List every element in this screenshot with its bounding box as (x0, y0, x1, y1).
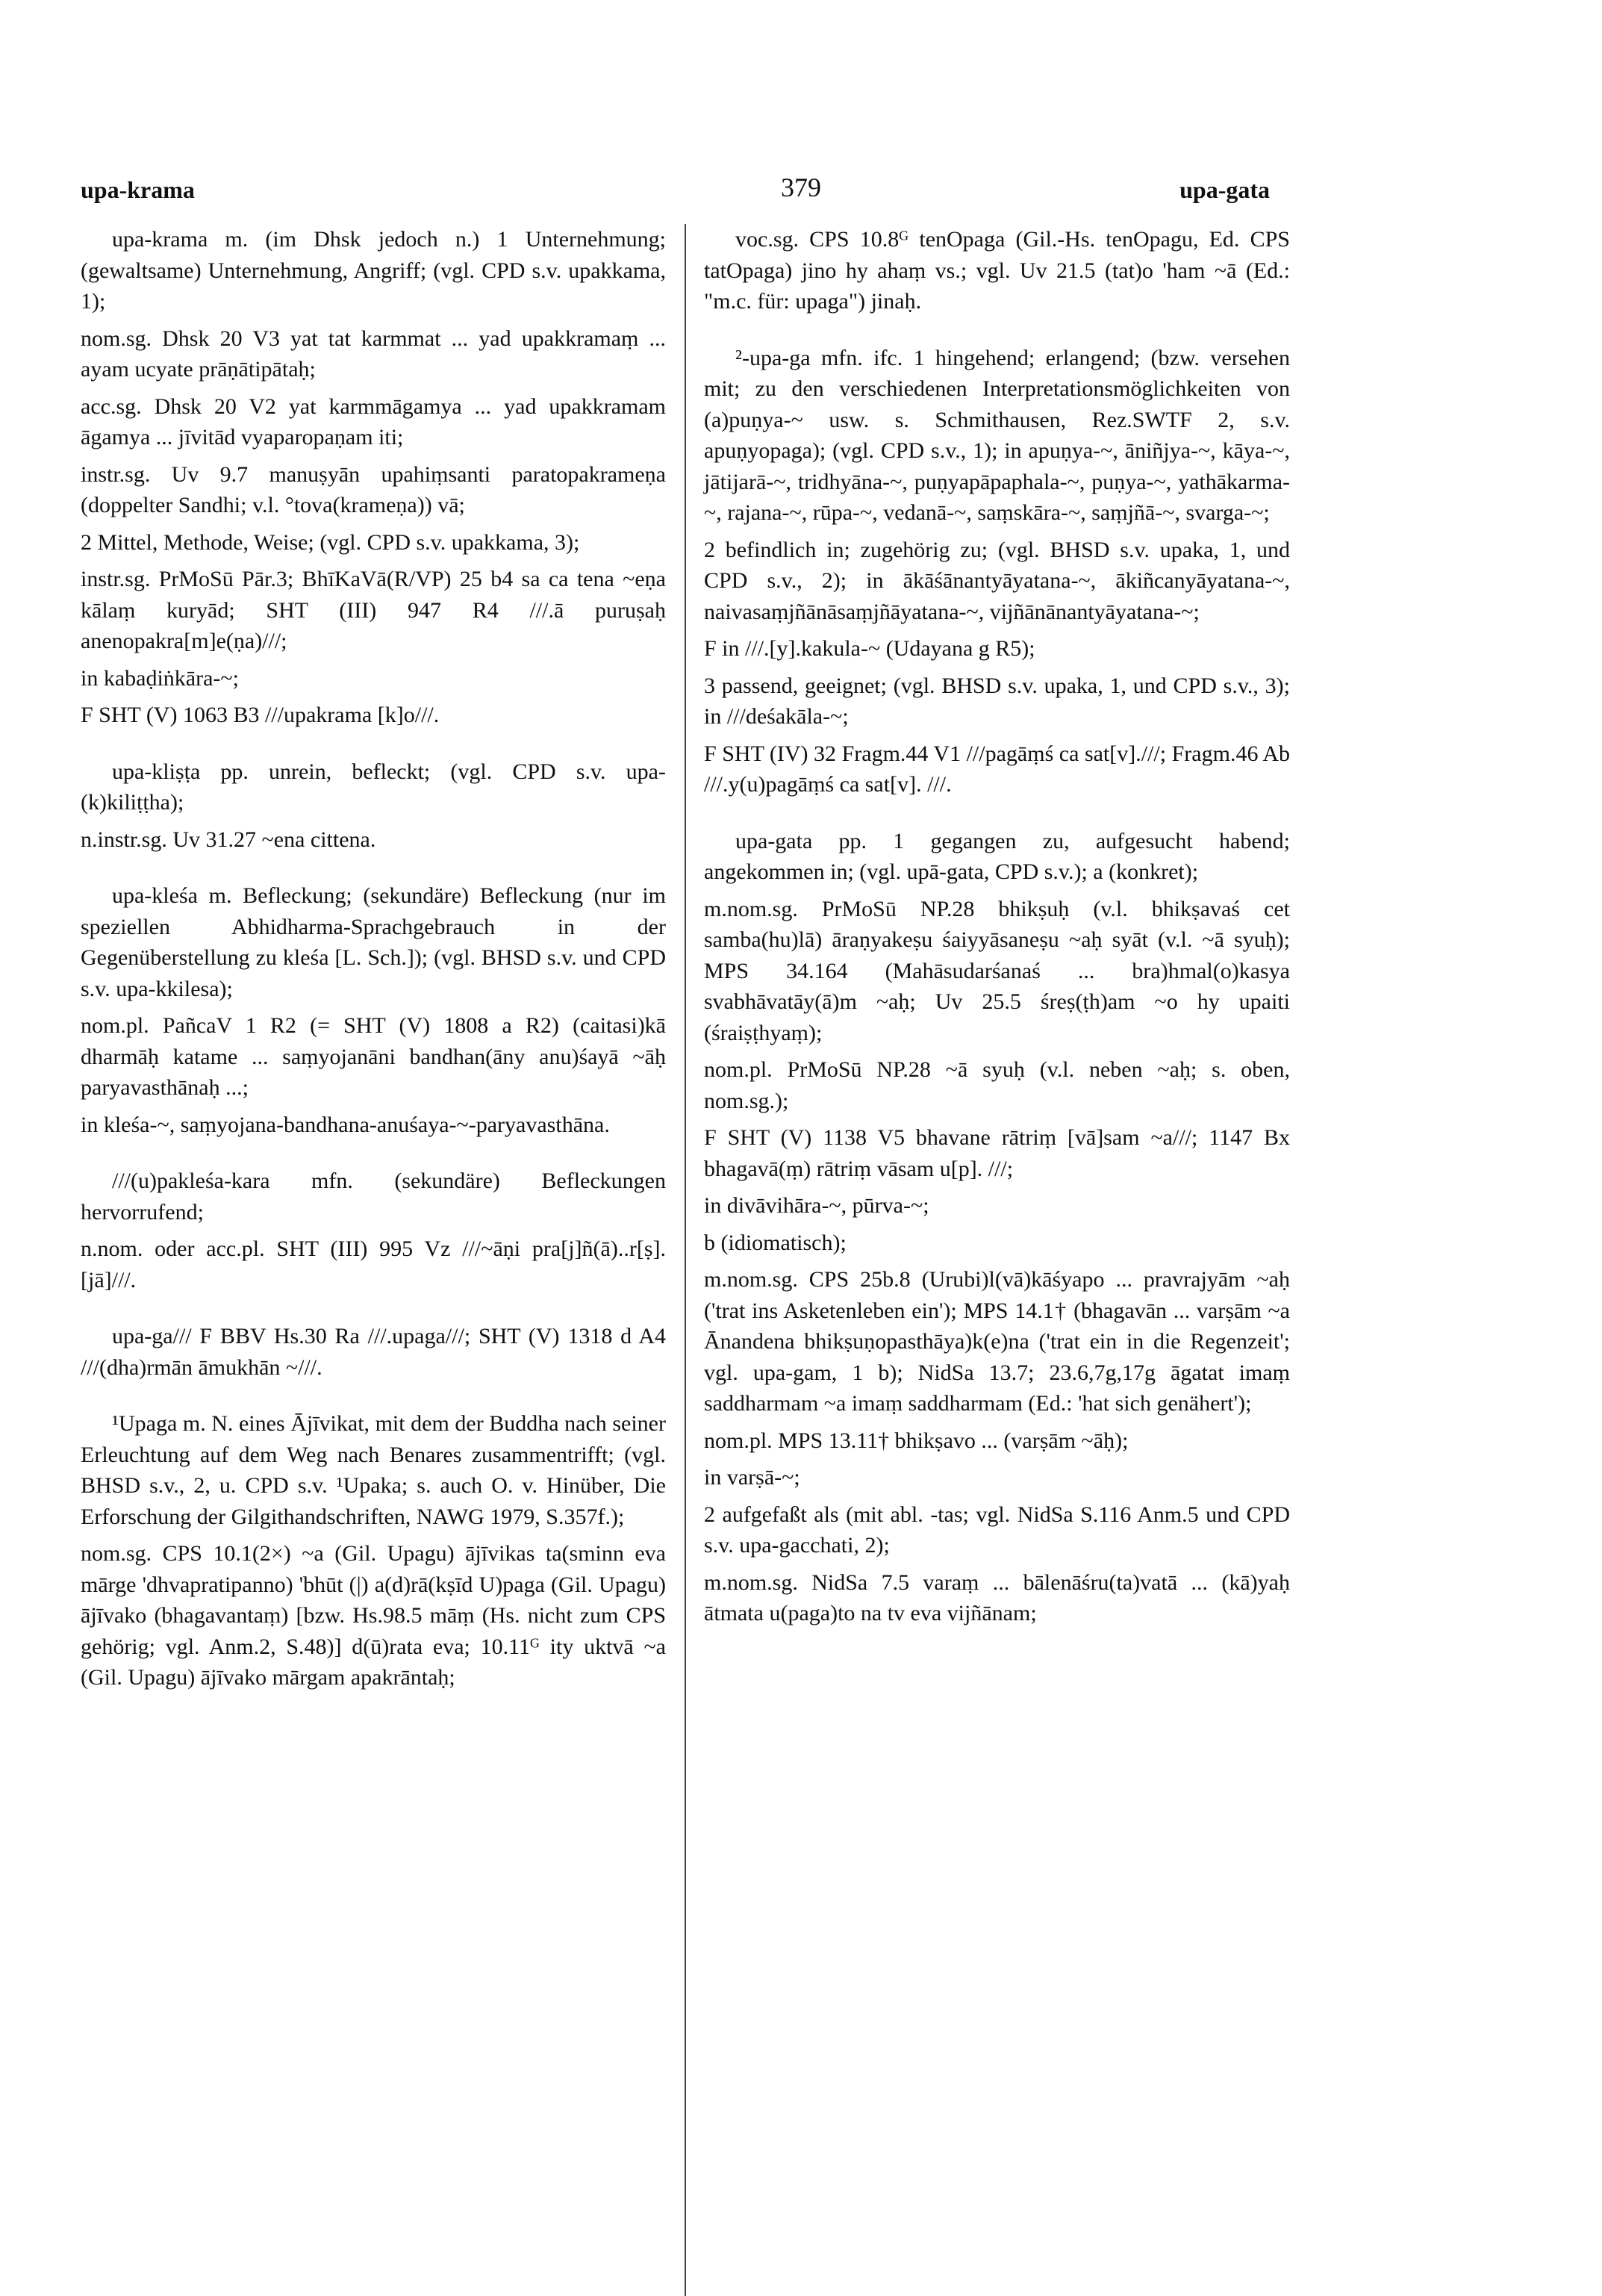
entry-line: in varṣā-~; (704, 1465, 800, 1490)
right-column (704, 224, 1290, 1655)
entry-line: nom.pl. PrMoSū NP.28 ~ā syuḥ (v.l. neben ~aḥ; s. oben, nom.sg.); (704, 1057, 1290, 1113)
page-number: 379 (781, 172, 821, 202)
entry-headline: upa-kleśa m. Befleckung; (sekundäre) Befleckung (nur im speziellen Abhidharma-Sprachgebrauch in der Gegenüberstellung zu kleśa [L. Sch.]); (vgl. BHSD s.v. und CPD s.v. upa-kkilesa); (81, 883, 666, 1001)
entry-line: F in ///.[y].kakula-~ (Udayana g R5); (704, 636, 1035, 661)
dictionary-entry (704, 224, 1290, 317)
entry-line: F SHT (IV) 32 Fragm.44 V1 ///pagāṃś ca sat[v].///; Fragm.46 Ab ///.y(u)pagāṃś ca sat[v]. ///. (704, 741, 1290, 797)
running-head-right: upa-gata (1179, 176, 1270, 203)
column-divider (685, 224, 686, 2296)
entry-line: nom.pl. MPS 13.11† bhikṣavo ... (varṣām ~āḥ); (704, 1428, 1129, 1453)
dictionary-entry (704, 343, 1290, 800)
dictionary-entry (81, 1321, 666, 1383)
dictionary-entry (81, 224, 666, 731)
entry-line: 2 befindlich in; zugehörig zu; (vgl. BHSD s.v. upaka, 1, und CPD s.v., 2); in ākāśānantyāyatana-~, ākiñcanyāyatana-~, naivasaṃjñānāsaṃjñāyatana-~, vijñānānantyāyatana-~; (704, 537, 1290, 624)
entry-line: m.nom.sg. CPS 25b.8 (Urubi)l(vā)kāśyapo ... pravrajyām ~aḥ ('trat ins Asketenleben ein'); MPS 14.1† (bhagavān ... varṣām ~a Ānandena bhikṣuṇopasthāya)k(e)na ('trat ein in die Regenzeit'; vgl. upa-gam, 1 b); NidSa 13.7; 23.6,7g,17g āgatat imaṃ saddharmam ~a imaṃ saddharmam (Ed.: 'hat sich genähert'); (704, 1267, 1290, 1416)
dictionary-entry (81, 1408, 666, 1693)
entry-line: b (idiomatisch); (704, 1230, 847, 1255)
entry-line: m.nom.sg. NidSa 7.5 varaṃ ... bālenāśru(ta)vatā ... (kā)yaḥ ātmata u(paga)to na tv eva vijñānam; (704, 1569, 1290, 1625)
entry-headline: upa-krama m. (im Dhsk jedoch n.) 1 Unternehmung; (gewaltsame) Unternehmung, Angriff; (vgl. CPD s.v. upakkama, 1); (81, 227, 666, 314)
entry-headline: ¹Upaga m. N. eines Ājīvikat, mit dem der Buddha nach seiner Erleuchtung auf dem Weg nach Benares zusammentrifft; (vgl. BHSD s.v., 2, u. CPD s.v. ¹Upaka; s. auch O. v. Hinüber, Die Erforschung der Gilgithandschriften, NAWG 1979, S.357f.); (81, 1411, 666, 1529)
entry-line: n.instr.sg. Uv 31.27 ~ena cittena. (81, 827, 376, 852)
entry-line: acc.sg. Dhsk 20 V2 yat karmmāgamya ... yad upakkramam āgamya ... jīvitād vyaparopaṇam iti; (81, 393, 666, 449)
entry-line: F SHT (V) 1138 V5 bhavane rātriṃ [vā]sam ~a///; 1147 Bx bhagavā(ṃ) rātriṃ vāsam u[p]. ///; (704, 1125, 1290, 1181)
entry-headline: upa-kliṣṭa pp. unrein, befleckt; (vgl. CPD s.v. upa-(k)kiliṭṭha); (81, 759, 666, 815)
entry-line: nom.sg. CPS 10.1(2×) ~a (Gil. Upagu) ājīvikas ta(sminn eva mārge 'dhvapratipanno) 'bhūt (|) a(d)rā(kṣīd U)paga (Gil. Upagu) ājīvako (bhagavantaṃ) [bzw. Hs.98.5 māṃ (Hs. nicht zum CPS gehörig; vgl. Anm.2, S.48)] d(ū)rata eva; 10.11ᴳ ity uktvā ~a (Gil. Upagu) ājīvako mārgam apakrāntaḥ; (81, 1541, 666, 1690)
entry-line: in kleśa-~, saṃyojana-bandhana-anuśaya-~-paryavasthāna. (81, 1112, 610, 1137)
dictionary-entry (81, 880, 666, 1140)
entry-line: m.nom.sg. PrMoSū NP.28 bhikṣuḥ (v.l. bhikṣavaś cet samba(hu)lā) āraṇyakeṣu śaiyyāsaneṣu ~aḥ syāt (v.l. ~ā syuḥ); MPS 34.164 (Mahāsudarśanaś ... bra)hmal(o)kasya svabhāvatāy(ā)m ~aḥ; Uv 25.5 śreṣ(ṭh)am ~o hy upaiti (śraiṣṭhyaṃ); (704, 896, 1290, 1045)
entry-line: F SHT (V) 1063 B3 ///upakrama [k]o///. (81, 703, 440, 727)
entry-line: n.nom. oder acc.pl. SHT (III) 995 Vz ///~āṇi pra[j]ñ(ā)..r[ṣ].[jā]///. (81, 1236, 666, 1292)
entry-line: in kabaḍiṅkāra-~; (81, 665, 239, 691)
left-column (81, 224, 666, 1719)
running-head-left: upa-krama (81, 176, 195, 203)
entry-line: nom.pl. PañcaV 1 R2 (= SHT (V) 1808 a R2) (caitasi)kā dharmāḥ katame ... saṃyojanāni bandhan(āny anu)śayā ~āḥ paryavasthānaḥ ...; (81, 1013, 666, 1100)
entry-headline: upa-ga/// F BBV Hs.30 Ra ///.upaga///; SHT (V) 1318 d A4 ///(dha)rmān āmukhān ~///. (81, 1324, 666, 1380)
entry-line: 2 aufgefaßt als (mit abl. -tas; vgl. NidSa S.116 Anm.5 und CPD s.v. upa-gacchati, 2); (704, 1502, 1290, 1558)
entry-headline: ///(u)pakleśa-kara mfn. (sekundäre) Befleckungen hervorrufend; (81, 1169, 666, 1225)
entry-line: instr.sg. Uv 9.7 manuṣyān upahiṃsanti paratopakrameṇa (doppelter Sandhi; v.l. °tova(krameṇa)) vā; (81, 461, 666, 517)
entry-headline: voc.sg. CPS 10.8ᴳ tenOpaga (Gil.-Hs. tenOpagu, Ed. CPS tatOpaga) jino hy ahaṃ vs.; vgl. Uv 21.5 (tat)o 'ham ~ā (Ed.: "m.c. für: upaga") jinaḥ. (704, 227, 1290, 314)
entry-line: 2 Mittel, Methode, Weise; (vgl. CPD s.v. upakkama, 3); (81, 529, 580, 555)
entry-line: 3 passend, geeignet; (vgl. BHSD s.v. upaka, 1, und CPD s.v., 3); in ///deśakāla-~; (704, 673, 1290, 729)
entry-line: nom.sg. Dhsk 20 V3 yat tat karmmat ... yad upakkramaṃ ... ayam ucyate prāṇātipātaḥ; (81, 326, 666, 382)
entry-headline: upa-gata pp. 1 gegangen zu, aufgesucht habend; angekommen in; (vgl. upā-gata, CPD s.v.); a (konkret); (704, 828, 1290, 884)
entry-line: in divāvihāra-~, pūrva-~; (704, 1193, 929, 1218)
entry-line: instr.sg. PrMoSū Pār.3; BhīKaVā(R/VP) 25 b4 sa ca tena ~eṇa kālaṃ kuryād; SHT (III) 947 R4 ///.ā puruṣaḥ anenopakra[m]e(ṇa)///; (81, 567, 666, 653)
entry-headline: ²-upa-ga mfn. ifc. 1 hingehend; erlangend; (bzw. versehen mit; zu den verschiedenen Interpretationsmöglichkeiten von (a)puṇya-~ usw. s. Schmithausen, Rez.SWTF 2, s.v. apuṇyopaga); (vgl. CPD s.v., 1); in apuṇya-~, āniñjya-~, kāya-~, jātijarā-~, tridhyāna-~, puṇyapāpaphala-~, puṇya-~, yathākarma-~, rajana-~, rūpa-~, vedanā-~, saṃskāra-~, saṃjñā-~, svarga-~; (704, 345, 1290, 525)
dictionary-entry (81, 756, 666, 856)
dictionary-entry (704, 826, 1290, 1629)
dictionary-entry (81, 1166, 666, 1295)
